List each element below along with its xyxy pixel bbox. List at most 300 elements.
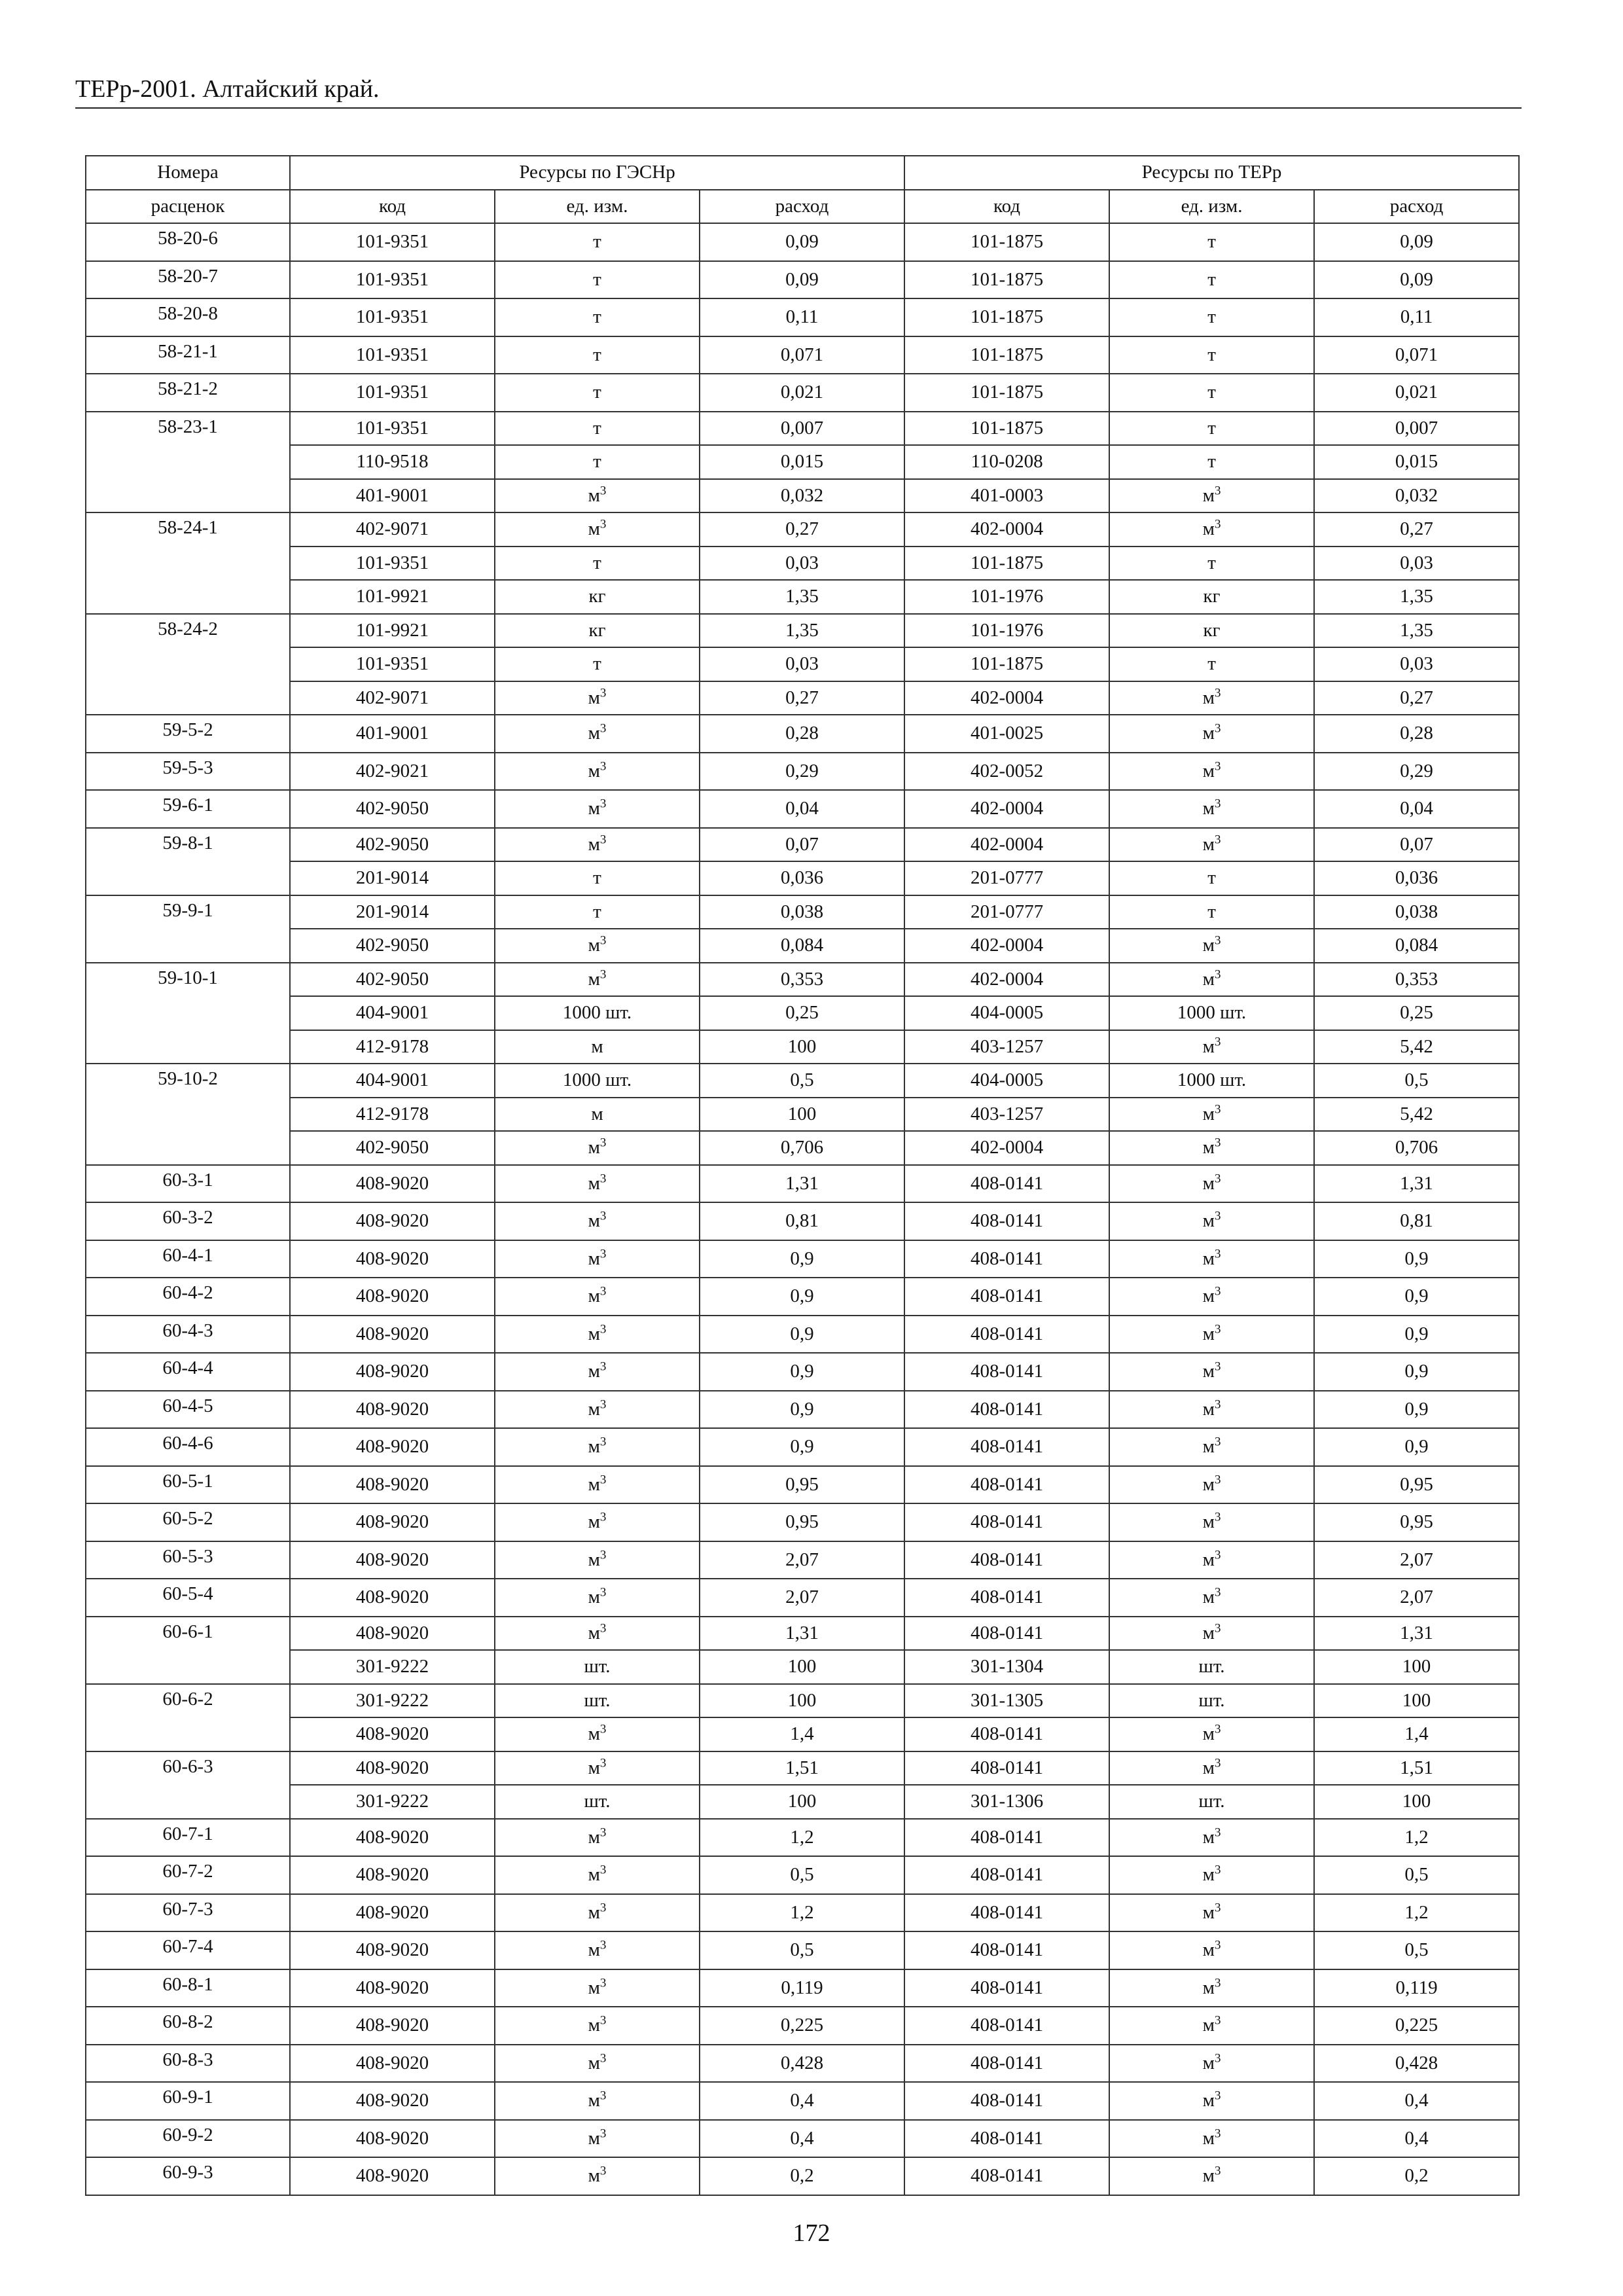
ter-code-cell: 408-0141 (904, 1391, 1109, 1429)
gesn-unit-cell: т (495, 261, 700, 299)
ter-amount-cell: 0,27 (1314, 512, 1519, 547)
ter-code-cell: 408-0141 (904, 1894, 1109, 1932)
gesn-amount-cell: 0,9 (700, 1391, 904, 1429)
ter-unit-cell: $м^3$ (1109, 1030, 1314, 1064)
ter-unit-cell: т (1109, 374, 1314, 412)
gesn-unit-cell: $м^3$ (495, 1969, 700, 2007)
table-row (86, 1466, 1519, 1504)
table-row (86, 1931, 1519, 1969)
ter-unit-cell: $м^3$ (1109, 1579, 1314, 1617)
header-row-2 (86, 190, 1519, 224)
gesn-code-cell: 408-9020 (290, 2157, 495, 2195)
gesn-code-cell: 408-9020 (290, 2082, 495, 2120)
ter-code-cell: 408-0141 (904, 2045, 1109, 2083)
gesn-amount-cell: 2,07 (700, 1579, 904, 1617)
gesn-amount-cell: 1,35 (700, 580, 904, 614)
table-row (86, 715, 1519, 753)
gesn-code-header: код (290, 190, 495, 224)
gesn-unit-cell: $м^3$ (495, 1240, 700, 1278)
ter-code-cell: 408-0141 (904, 1856, 1109, 1894)
table-row (86, 1240, 1519, 1278)
ter-code-cell: 201-0777 (904, 895, 1109, 929)
table-row (86, 1503, 1519, 1541)
rate-number-cell: 60-8-2 (86, 2007, 290, 2045)
ter-code-cell: 408-0141 (904, 1579, 1109, 1617)
table-row (86, 512, 1519, 547)
gesn-code-cell: 408-9020 (290, 1202, 495, 1240)
rate-number-cell: 60-4-3 (86, 1316, 290, 1354)
ter-unit-cell: $м^3$ (1109, 1717, 1314, 1751)
ter-code-cell: 402-0004 (904, 828, 1109, 862)
table-row (86, 1353, 1519, 1391)
table-row (86, 2007, 1519, 2045)
gesn-amount-cell: 0,07 (700, 828, 904, 862)
ter-amount-cell: 0,9 (1314, 1353, 1519, 1391)
gesn-unit-cell: шт. (495, 1650, 700, 1684)
gesn-code-cell: 101-9351 (290, 298, 495, 336)
gesn-code-cell: 412-9178 (290, 1030, 495, 1064)
gesn-unit-cell: т (495, 336, 700, 374)
rate-number-cell: 59-6-1 (86, 790, 290, 828)
ter-code-cell: 408-0141 (904, 2007, 1109, 2045)
gesn-amount-cell: 0,038 (700, 895, 904, 929)
ter-code-cell: 408-0141 (904, 1541, 1109, 1579)
gesn-unit-cell: $м^3$ (495, 963, 700, 997)
rate-number-cell: 60-6-3 (86, 1751, 290, 1819)
ter-unit-cell: $м^3$ (1109, 1202, 1314, 1240)
gesn-amount-cell: 100 (700, 1650, 904, 1684)
resource-table-container (85, 155, 1518, 2196)
gesn-amount-cell: 1,51 (700, 1751, 904, 1785)
gesn-amount-cell: 0,95 (700, 1503, 904, 1541)
ter-unit-cell: $м^3$ (1109, 1466, 1314, 1504)
ter-unit-cell: $м^3$ (1109, 681, 1314, 715)
ter-unit-cell: $м^3$ (1109, 1353, 1314, 1391)
ter-code-cell: 403-1257 (904, 1098, 1109, 1132)
ter-code-cell: 101-1976 (904, 614, 1109, 648)
ter-unit-cell: т (1109, 261, 1314, 299)
gesn-code-cell: 408-9020 (290, 1856, 495, 1894)
gesn-unit-cell: $м^3$ (495, 2157, 700, 2195)
rate-number-cell: 60-5-2 (86, 1503, 290, 1541)
gesn-unit-cell: $м^3$ (495, 1278, 700, 1316)
gesn-unit-cell: $м^3$ (495, 2120, 700, 2158)
ter-amount-cell: 100 (1314, 1785, 1519, 1819)
ter-unit-cell: шт. (1109, 1785, 1314, 1819)
table-row (86, 547, 1519, 581)
ter-amount-cell: 2,07 (1314, 1579, 1519, 1617)
ter-code-cell: 408-0141 (904, 1353, 1109, 1391)
gesn-code-cell: 402-9050 (290, 1131, 495, 1165)
gesn-code-cell: 402-9050 (290, 790, 495, 828)
ter-unit-cell: т (1109, 412, 1314, 446)
table-row (86, 828, 1519, 862)
ter-code-cell: 301-1306 (904, 1785, 1109, 1819)
rate-number-cell: 60-7-3 (86, 1894, 290, 1932)
gesn-code-cell: 110-9518 (290, 445, 495, 479)
gesn-code-cell: 408-9020 (290, 1931, 495, 1969)
ter-amount-cell: 100 (1314, 1684, 1519, 1718)
gesn-code-cell: 408-9020 (290, 1466, 495, 1504)
ter-unit-cell: $м^3$ (1109, 1316, 1314, 1354)
gesn-unit-cell: $м^3$ (495, 790, 700, 828)
ter-amount-cell: 0,11 (1314, 298, 1519, 336)
gesn-amount-cell: 0,11 (700, 298, 904, 336)
ter-amount-cell: 0,5 (1314, 1856, 1519, 1894)
rate-number-cell: 60-3-1 (86, 1165, 290, 1203)
gesn-unit-cell: т (495, 223, 700, 261)
gesn-amount-cell: 0,4 (700, 2082, 904, 2120)
ter-code-cell: 101-1875 (904, 374, 1109, 412)
ter-code-cell: 402-0004 (904, 512, 1109, 547)
rate-number-cell: 60-9-2 (86, 2120, 290, 2158)
gesn-unit-cell: $м^3$ (495, 1202, 700, 1240)
gesn-amount-cell: 0,9 (700, 1240, 904, 1278)
ter-code-cell: 101-1875 (904, 223, 1109, 261)
gesn-unit-cell: кг (495, 580, 700, 614)
ter-unit-cell: $м^3$ (1109, 2120, 1314, 2158)
gesn-code-cell: 408-9020 (290, 1353, 495, 1391)
ter-amount-cell: 0,007 (1314, 412, 1519, 446)
ter-amount-cell: 0,706 (1314, 1131, 1519, 1165)
gesn-amount-cell: 1,31 (700, 1165, 904, 1203)
ter-code-cell: 402-0004 (904, 1131, 1109, 1165)
ter-amount-cell: 0,28 (1314, 715, 1519, 753)
gesn-code-cell: 404-9001 (290, 996, 495, 1030)
table-row (86, 2120, 1519, 2158)
gesn-unit-cell: $м^3$ (495, 753, 700, 791)
rate-column-header-line2: расценок (86, 190, 290, 224)
table-row (86, 753, 1519, 791)
gesn-amount-cell: 100 (700, 1785, 904, 1819)
ter-code-cell: 101-1976 (904, 580, 1109, 614)
ter-amount-cell: 0,2 (1314, 2157, 1519, 2195)
gesn-unit-cell: $м^3$ (495, 1165, 700, 1203)
ter-unit-header: ед. изм. (1109, 190, 1314, 224)
gesn-unit-cell: $м^3$ (495, 1316, 700, 1354)
gesn-code-cell: 101-9351 (290, 336, 495, 374)
ter-unit-cell: $м^3$ (1109, 1751, 1314, 1785)
ter-amount-cell: 0,353 (1314, 963, 1519, 997)
ter-amount-cell: 0,084 (1314, 929, 1519, 963)
gesn-code-cell: 101-9351 (290, 647, 495, 681)
gesn-unit-cell: 1000 шт. (495, 1064, 700, 1098)
gesn-amount-cell: 0,81 (700, 1202, 904, 1240)
ter-unit-cell: $м^3$ (1109, 753, 1314, 791)
gesn-unit-cell: $м^3$ (495, 512, 700, 547)
gesn-code-cell: 101-9351 (290, 223, 495, 261)
table-row (86, 996, 1519, 1030)
ter-code-cell: 408-0141 (904, 1428, 1109, 1466)
gesn-code-cell: 408-9020 (290, 1503, 495, 1541)
ter-unit-cell: $м^3$ (1109, 1541, 1314, 1579)
table-row (86, 1650, 1519, 1684)
ter-code-cell: 402-0004 (904, 681, 1109, 715)
gesn-amount-cell: 0,27 (700, 512, 904, 547)
ter-amount-cell: 1,51 (1314, 1751, 1519, 1785)
table-row (86, 1428, 1519, 1466)
gesn-unit-cell: 1000 шт. (495, 996, 700, 1030)
rate-number-cell: 58-20-6 (86, 223, 290, 261)
ter-amount-cell: 0,5 (1314, 1931, 1519, 1969)
ter-amount-cell: 1,35 (1314, 580, 1519, 614)
ter-unit-cell: $м^3$ (1109, 1819, 1314, 1857)
ter-amount-cell: 0,03 (1314, 647, 1519, 681)
ter-code-cell: 408-0141 (904, 2157, 1109, 2195)
gesn-unit-cell: $м^3$ (495, 2007, 700, 2045)
gesn-unit-cell: т (495, 647, 700, 681)
rate-number-cell: 60-4-2 (86, 1278, 290, 1316)
table-row (86, 1894, 1519, 1932)
rate-number-cell: 59-10-2 (86, 1064, 290, 1165)
rate-number-cell: 58-20-8 (86, 298, 290, 336)
ter-code-cell: 408-0141 (904, 1165, 1109, 1203)
ter-unit-cell: 1000 шт. (1109, 1064, 1314, 1098)
ter-code-cell: 408-0141 (904, 1617, 1109, 1651)
gesn-amount-cell: 0,706 (700, 1131, 904, 1165)
gesn-unit-cell: $м^3$ (495, 2082, 700, 2120)
ter-unit-cell: 1000 шт. (1109, 996, 1314, 1030)
ter-code-cell: 402-0004 (904, 790, 1109, 828)
rate-number-cell: 58-21-2 (86, 374, 290, 412)
gesn-code-cell: 101-9351 (290, 412, 495, 446)
gesn-amount-cell: 0,09 (700, 223, 904, 261)
gesn-amount-header: расход (700, 190, 904, 224)
gesn-code-cell: 408-9020 (290, 1541, 495, 1579)
rate-number-cell: 58-24-2 (86, 614, 290, 715)
ter-code-cell: 408-0141 (904, 1202, 1109, 1240)
ter-code-cell: 403-1257 (904, 1030, 1109, 1064)
ter-unit-cell: т (1109, 445, 1314, 479)
gesn-unit-cell: $м^3$ (495, 1353, 700, 1391)
gesn-code-cell: 408-9020 (290, 2045, 495, 2083)
resource-table (85, 155, 1520, 2196)
table-row (86, 1131, 1519, 1165)
gesn-unit-cell: $м^3$ (495, 1931, 700, 1969)
gesn-unit-cell: $м^3$ (495, 1617, 700, 1651)
ter-amount-cell: 1,4 (1314, 1717, 1519, 1751)
ter-unit-cell: $м^3$ (1109, 2157, 1314, 2195)
table-row (86, 1819, 1519, 1857)
gesn-amount-cell: 0,04 (700, 790, 904, 828)
gesn-code-cell: 402-9021 (290, 753, 495, 791)
rate-number-cell: 59-9-1 (86, 895, 290, 963)
gesn-unit-cell: $м^3$ (495, 1131, 700, 1165)
ter-code-cell: 408-0141 (904, 2120, 1109, 2158)
table-row (86, 2045, 1519, 2083)
rate-number-cell: 60-3-2 (86, 1202, 290, 1240)
table-row (86, 861, 1519, 895)
ter-unit-cell: т (1109, 895, 1314, 929)
table-row (86, 580, 1519, 614)
ter-code-cell: 408-0141 (904, 1717, 1109, 1751)
ter-unit-cell: шт. (1109, 1650, 1314, 1684)
gesn-unit-cell: $м^3$ (495, 1391, 700, 1429)
gesn-code-cell: 101-9351 (290, 547, 495, 581)
gesn-amount-cell: 0,9 (700, 1316, 904, 1354)
gesn-unit-cell: $м^3$ (495, 479, 700, 513)
page-header (75, 71, 1522, 109)
rate-number-cell: 60-7-1 (86, 1819, 290, 1857)
table-row (86, 1064, 1519, 1098)
ter-code-cell: 301-1304 (904, 1650, 1109, 1684)
gesn-unit-cell: $м^3$ (495, 1579, 700, 1617)
gesn-amount-cell: 0,9 (700, 1428, 904, 1466)
ter-amount-cell: 0,9 (1314, 1316, 1519, 1354)
gesn-amount-cell: 100 (700, 1030, 904, 1064)
ter-amount-cell: 5,42 (1314, 1030, 1519, 1064)
ter-code-cell: 408-0141 (904, 1931, 1109, 1969)
gesn-amount-cell: 1,35 (700, 614, 904, 648)
rate-number-cell: 60-7-2 (86, 1856, 290, 1894)
ter-code-cell: 408-0141 (904, 1240, 1109, 1278)
ter-amount-cell: 0,09 (1314, 223, 1519, 261)
gesn-code-cell: 408-9020 (290, 1617, 495, 1651)
gesn-amount-cell: 0,353 (700, 963, 904, 997)
gesn-unit-cell: $м^3$ (495, 1466, 700, 1504)
table-row (86, 1717, 1519, 1751)
rate-number-cell: 58-21-1 (86, 336, 290, 374)
ter-unit-cell: $м^3$ (1109, 1894, 1314, 1932)
ter-unit-cell: $м^3$ (1109, 1503, 1314, 1541)
rate-number-cell: 58-20-7 (86, 261, 290, 299)
ter-unit-cell: $м^3$ (1109, 479, 1314, 513)
gesn-unit-cell: $м^3$ (495, 1751, 700, 1785)
ter-amount-cell: 0,27 (1314, 681, 1519, 715)
table-row (86, 963, 1519, 997)
table-row (86, 790, 1519, 828)
table-row (86, 929, 1519, 963)
ter-unit-cell: т (1109, 298, 1314, 336)
gesn-code-cell: 408-9020 (290, 1579, 495, 1617)
gesn-code-cell: 408-9020 (290, 1819, 495, 1857)
ter-code-header: код (904, 190, 1109, 224)
table-row (86, 479, 1519, 513)
table-row (86, 1391, 1519, 1429)
ter-code-cell: 408-0141 (904, 1316, 1109, 1354)
gesn-unit-cell: т (495, 895, 700, 929)
gesn-code-cell: 402-9050 (290, 929, 495, 963)
table-row (86, 2157, 1519, 2195)
rate-number-cell: 59-5-2 (86, 715, 290, 753)
gesn-amount-cell: 0,428 (700, 2045, 904, 2083)
gesn-amount-cell: 100 (700, 1098, 904, 1132)
ter-unit-cell: $м^3$ (1109, 715, 1314, 753)
table-body (86, 223, 1519, 2195)
ter-code-cell: 404-0005 (904, 996, 1109, 1030)
gesn-amount-cell: 0,084 (700, 929, 904, 963)
table-row (86, 1684, 1519, 1718)
ter-unit-cell: кг (1109, 614, 1314, 648)
gesn-code-cell: 408-9020 (290, 1969, 495, 2007)
gesn-amount-cell: 0,28 (700, 715, 904, 753)
gesn-amount-cell: 0,9 (700, 1353, 904, 1391)
gesn-code-cell: 402-9050 (290, 828, 495, 862)
gesn-code-cell: 408-9020 (290, 1278, 495, 1316)
table-row (86, 1617, 1519, 1651)
ter-unit-cell: $м^3$ (1109, 1428, 1314, 1466)
table-row (86, 1316, 1519, 1354)
ter-unit-cell: т (1109, 223, 1314, 261)
ter-code-cell: 408-0141 (904, 1751, 1109, 1785)
ter-amount-cell: 1,31 (1314, 1617, 1519, 1651)
ter-amount-cell: 0,03 (1314, 547, 1519, 581)
table-row (86, 614, 1519, 648)
ter-code-cell: 101-1875 (904, 547, 1109, 581)
gesn-code-cell: 408-9020 (290, 1316, 495, 1354)
ter-amount-cell: 0,9 (1314, 1240, 1519, 1278)
ter-resources-header: Ресурсы по ТЕРр (904, 156, 1519, 190)
table-row (86, 1856, 1519, 1894)
table-row (86, 647, 1519, 681)
gesn-code-cell: 408-9020 (290, 1391, 495, 1429)
gesn-amount-cell: 0,25 (700, 996, 904, 1030)
gesn-unit-cell: $м^3$ (495, 2045, 700, 2083)
ter-unit-cell: $м^3$ (1109, 929, 1314, 963)
ter-unit-cell: т (1109, 336, 1314, 374)
ter-code-cell: 408-0141 (904, 1969, 1109, 2007)
ter-amount-cell: 0,9 (1314, 1428, 1519, 1466)
gesn-unit-cell: шт. (495, 1785, 700, 1819)
rate-number-cell: 58-24-1 (86, 512, 290, 614)
ter-amount-header: расход (1314, 190, 1519, 224)
ter-code-cell: 404-0005 (904, 1064, 1109, 1098)
ter-amount-cell: 0,95 (1314, 1466, 1519, 1504)
ter-code-cell: 401-0025 (904, 715, 1109, 753)
page-number: 172 (793, 2219, 830, 2247)
gesn-amount-cell: 0,95 (700, 1466, 904, 1504)
ter-amount-cell: 0,4 (1314, 2082, 1519, 2120)
gesn-amount-cell: 0,5 (700, 1856, 904, 1894)
table-row (86, 681, 1519, 715)
rate-number-cell: 60-4-1 (86, 1240, 290, 1278)
gesn-code-cell: 101-9921 (290, 580, 495, 614)
gesn-unit-cell: м (495, 1098, 700, 1132)
table-row (86, 895, 1519, 929)
gesn-unit-cell: $м^3$ (495, 1717, 700, 1751)
table-row (86, 1751, 1519, 1785)
gesn-amount-cell: 0,032 (700, 479, 904, 513)
gesn-unit-cell: $м^3$ (495, 715, 700, 753)
ter-amount-cell: 0,09 (1314, 261, 1519, 299)
ter-unit-cell: $м^3$ (1109, 1617, 1314, 1651)
rate-number-cell: 60-5-3 (86, 1541, 290, 1579)
gesn-unit-cell: $м^3$ (495, 828, 700, 862)
ter-amount-cell: 0,95 (1314, 1503, 1519, 1541)
table-row (86, 336, 1519, 374)
rate-number-cell: 60-9-3 (86, 2157, 290, 2195)
rate-number-cell: 60-6-2 (86, 1684, 290, 1751)
gesn-amount-cell: 1,2 (700, 1894, 904, 1932)
gesn-unit-cell: шт. (495, 1684, 700, 1718)
gesn-code-cell: 408-9020 (290, 1894, 495, 1932)
gesn-amount-cell: 0,007 (700, 412, 904, 446)
gesn-amount-cell: 0,015 (700, 445, 904, 479)
ter-amount-cell: 1,31 (1314, 1165, 1519, 1203)
gesn-code-cell: 201-9014 (290, 895, 495, 929)
gesn-unit-cell: $м^3$ (495, 1894, 700, 1932)
gesn-unit-cell: $м^3$ (495, 1819, 700, 1857)
ter-unit-cell: $м^3$ (1109, 790, 1314, 828)
gesn-amount-cell: 0,119 (700, 1969, 904, 2007)
table-row (86, 298, 1519, 336)
gesn-amount-cell: 0,036 (700, 861, 904, 895)
rate-number-cell: 60-5-1 (86, 1466, 290, 1504)
ter-amount-cell: 0,036 (1314, 861, 1519, 895)
ter-amount-cell: 0,9 (1314, 1278, 1519, 1316)
ter-code-cell: 408-0141 (904, 1278, 1109, 1316)
table-row (86, 1098, 1519, 1132)
